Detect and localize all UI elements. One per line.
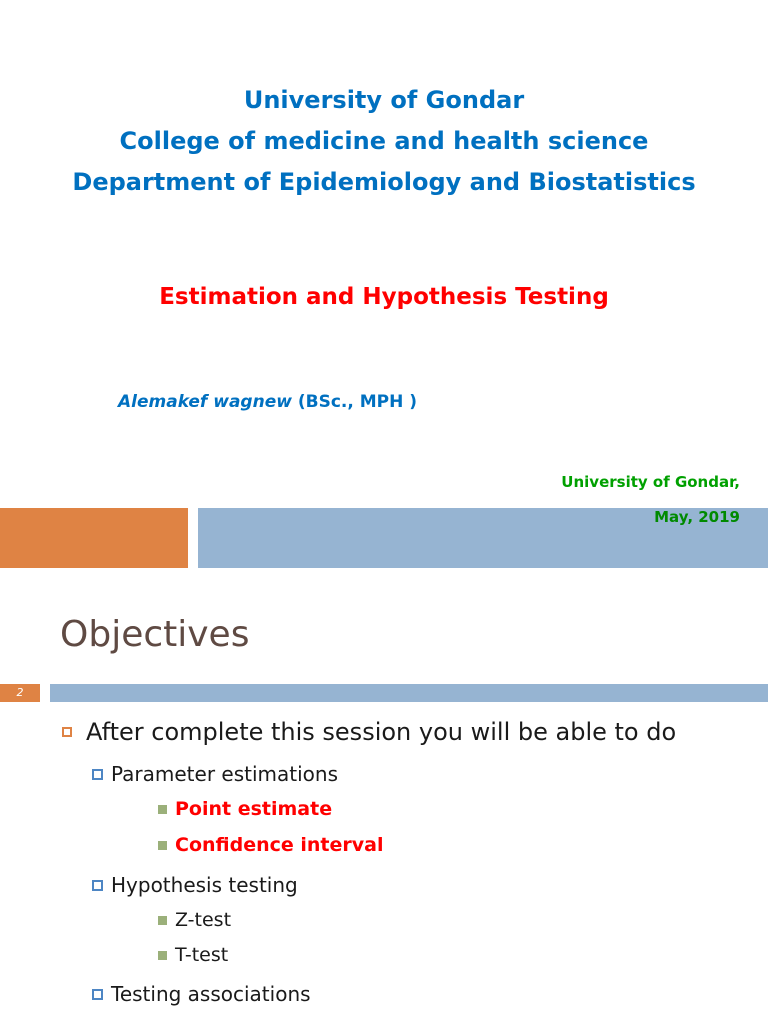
intro-text: After complete this session you will be able to do <box>86 718 677 746</box>
author-name: Alemakef wagnew <box>118 392 292 412</box>
slide-number: 2 <box>0 684 40 702</box>
sub-objective-label: T-test <box>175 944 229 966</box>
objective-label: Parameter estimations <box>111 762 339 786</box>
sub-objective <box>158 798 332 820</box>
square-bullet-icon <box>62 727 72 737</box>
objective-label: Hypothesis testing <box>111 873 298 897</box>
presentation-title: Estimation and Hypothesis Testing <box>159 284 609 310</box>
orange-footer-bar <box>0 508 188 568</box>
square-bullet-icon <box>92 989 103 1000</box>
sub-objective-label: Point estimate <box>175 798 333 820</box>
slide-title: Objectives <box>60 614 250 655</box>
author-credentials: (BSc., MPH ) <box>291 392 418 412</box>
square-bullet-icon <box>158 841 167 850</box>
university-name: University of Gondar <box>243 86 525 114</box>
square-bullet-icon <box>92 769 103 780</box>
objective-item <box>92 873 298 897</box>
presentation-place: University of Gondar, <box>561 473 740 491</box>
author-line <box>118 392 417 412</box>
square-bullet-icon <box>158 916 167 925</box>
sub-objective <box>158 834 383 856</box>
square-bullet-icon <box>92 880 103 891</box>
objective-item <box>92 982 311 1006</box>
objective-item <box>92 762 338 786</box>
intro-bullet <box>62 718 676 746</box>
blue-header-bar <box>50 684 768 702</box>
department-name: Department of Epidemiology and Biostatistics <box>72 168 696 196</box>
objectives-slide <box>0 584 768 1024</box>
sub-objective-label: Confidence interval <box>175 834 384 856</box>
sub-objective-label: Z-test <box>175 909 232 931</box>
objective-label: Testing associations <box>111 982 311 1006</box>
college-name: College of medicine and health science <box>119 127 649 155</box>
square-bullet-icon <box>158 951 167 960</box>
sub-objective <box>158 944 228 966</box>
square-bullet-icon <box>158 805 167 814</box>
sub-objective <box>158 909 231 931</box>
presentation-date: May, 2019 <box>654 508 740 526</box>
